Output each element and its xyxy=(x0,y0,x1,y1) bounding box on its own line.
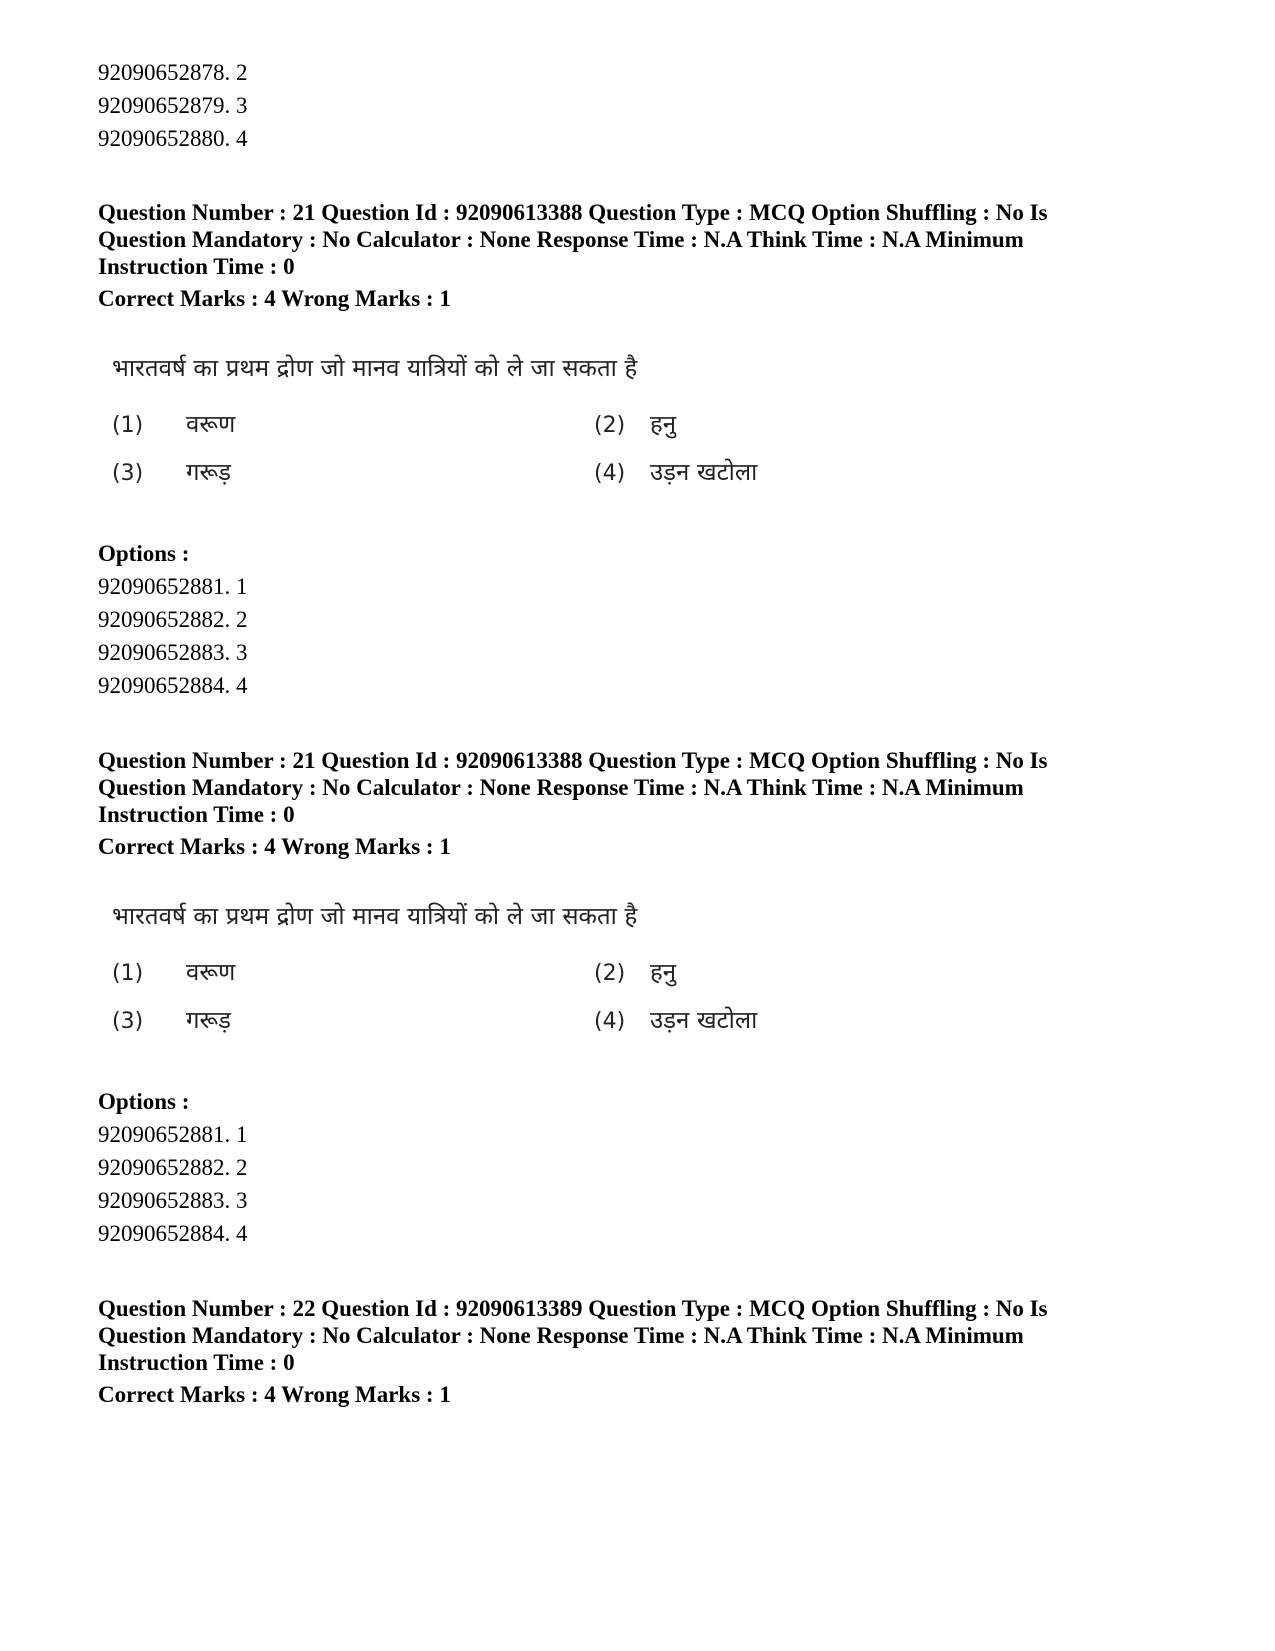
choice-number: (1) xyxy=(112,961,144,986)
choice-text: वरूण xyxy=(186,410,236,438)
question-text: भारतवर्ष का प्रथम द्रोण जो मानव यात्रियों को ले जा सकता है xyxy=(112,902,638,930)
question-header-line: Instruction Time : 0 xyxy=(98,1350,295,1375)
choice-number: (3) xyxy=(112,461,144,486)
choice-number: (1) xyxy=(112,413,144,438)
question-header-line: Question Mandatory : No Calculator : None Response Time : N.A Think Time : N.A Minimum xyxy=(98,775,1024,800)
choice-number: (2) xyxy=(594,961,626,986)
choice-text: हनु xyxy=(650,958,677,986)
choice-text: गरूड़ xyxy=(186,1006,231,1034)
question-text: भारतवर्ष का प्रथम द्रोण जो मानव यात्रियों को ले जा सकता है xyxy=(112,354,638,382)
choice-number: (4) xyxy=(594,461,626,486)
option-id-line: 92090652880. 4 xyxy=(98,126,248,151)
option-id-line: 92090652882. 2 xyxy=(98,1155,248,1180)
choice-text: उड़न खटोला xyxy=(650,458,758,486)
question-header-line: Question Number : 21 Question Id : 92090613388 Question Type : MCQ Option Shuffling : No Is xyxy=(98,748,1048,773)
question-header-line: Question Mandatory : No Calculator : None Response Time : N.A Think Time : N.A Minimum xyxy=(98,227,1024,252)
choice-number: (4) xyxy=(594,1009,626,1034)
option-id-line: 92090652879. 3 xyxy=(98,93,248,118)
question-header-line: Question Number : 22 Question Id : 92090613389 Question Type : MCQ Option Shuffling : No Is xyxy=(98,1296,1048,1321)
option-id-line: 92090652881. 1 xyxy=(98,574,248,599)
marks-line: Correct Marks : 4 Wrong Marks : 1 xyxy=(98,1382,451,1407)
marks-line: Correct Marks : 4 Wrong Marks : 1 xyxy=(98,834,451,859)
choice-text: गरूड़ xyxy=(186,458,231,486)
question-header-line: Instruction Time : 0 xyxy=(98,254,295,279)
marks-line: Correct Marks : 4 Wrong Marks : 1 xyxy=(98,286,451,311)
options-label: Options : xyxy=(98,541,190,566)
option-id-line: 92090652878. 2 xyxy=(98,60,248,85)
choice-number: (2) xyxy=(594,413,626,438)
options-label: Options : xyxy=(98,1089,190,1114)
choice-text: उड़न खटोला xyxy=(650,1006,758,1034)
option-id-line: 92090652884. 4 xyxy=(98,1221,248,1246)
option-id-line: 92090652884. 4 xyxy=(98,673,248,698)
option-id-line: 92090652883. 3 xyxy=(98,640,248,665)
option-id-line: 92090652883. 3 xyxy=(98,1188,248,1213)
question-header-line: Instruction Time : 0 xyxy=(98,802,295,827)
question-header-line: Question Mandatory : No Calculator : None Response Time : N.A Think Time : N.A Minimum xyxy=(98,1323,1024,1348)
question-header-line: Question Number : 21 Question Id : 92090613388 Question Type : MCQ Option Shuffling : No Is xyxy=(98,200,1048,225)
option-id-line: 92090652882. 2 xyxy=(98,607,248,632)
choice-number: (3) xyxy=(112,1009,144,1034)
option-id-line: 92090652881. 1 xyxy=(98,1122,248,1147)
choice-text: हनु xyxy=(650,410,677,438)
choice-text: वरूण xyxy=(186,958,236,986)
